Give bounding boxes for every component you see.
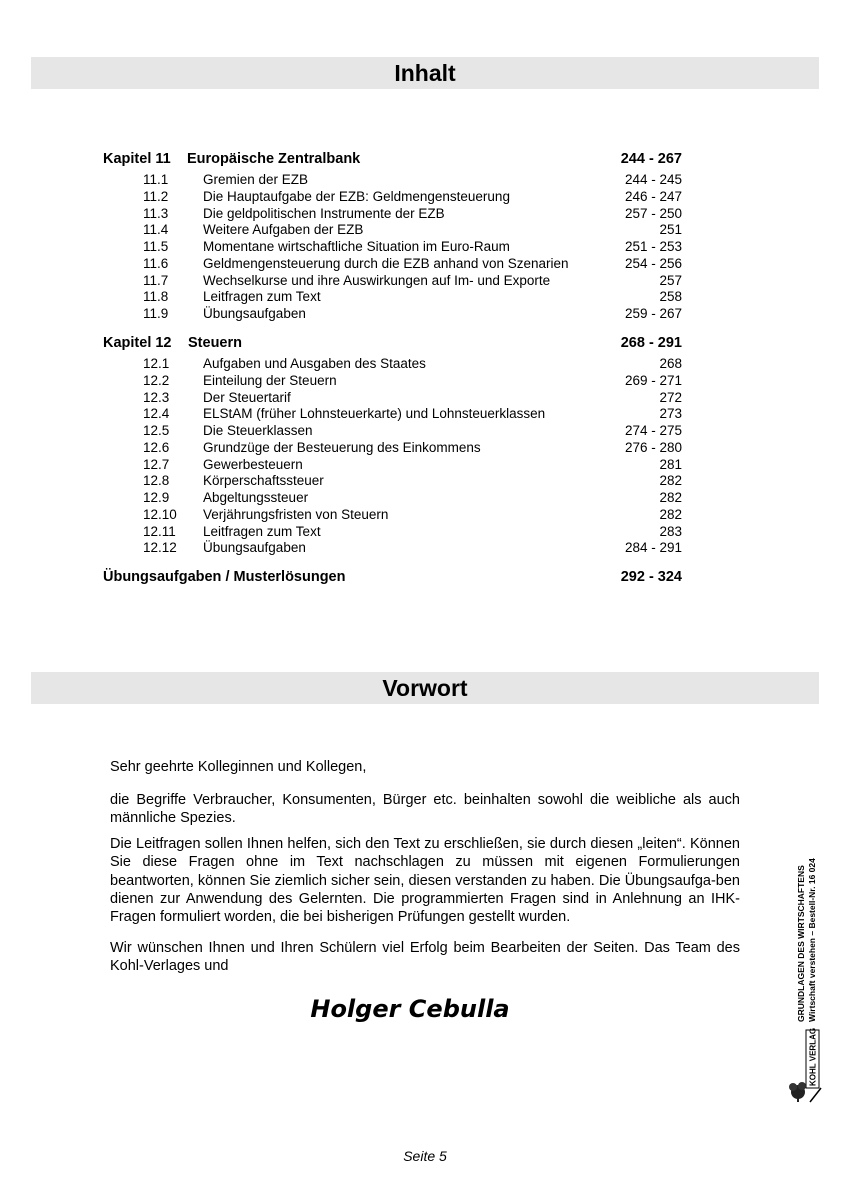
entry-num: 11.4 (143, 222, 169, 238)
entry-title: ELStAM (früher Lohnsteuerkarte) und Lohnsteuerklassen (203, 406, 546, 422)
entry-pages: 254 - 256 (624, 255, 682, 271)
entry-title: Weitere Aufgaben der EZB (203, 222, 364, 238)
entry-title: Übungsaufgaben (203, 306, 306, 321)
entry-title: Grundzüge der Besteuerung des Einkommens (203, 439, 481, 455)
entry-title: Die geldpolitischen Instrumente der EZB (203, 205, 445, 221)
entry-title: Der Steuertarif (203, 389, 291, 405)
entry-title: Abgeltungssteuer (203, 490, 309, 505)
entry-num: 11.2 (143, 188, 169, 204)
chapter-pages: 244 - 267 (620, 151, 682, 167)
entry-title: Momentane wirtschaftliche Situation im Euro-Raum (203, 239, 510, 254)
preface-paragraph-2: Die Leitfragen sollen Ihnen helfen, sich den Text zu erschließen, sie durch diesen „leiten“. Können Sie diese Fragen ohne im Text nachschlagen zu müssen mit eigenen Formulierungen beantworten, können Sie ziemlich sicher sein, diesen verstanden zu haben. Die Übungsaufga-ben dienen zur Anwendung des Gelernten. Die programmierten Fragen sind in Anlehnung an IHK-Fragen formuliert worden, die bei bisherigen Prüfungen gestellt wurden. (110, 836, 740, 926)
chapter-title: Europäische Zentralbank (187, 151, 361, 167)
entry-num: 11.5 (143, 239, 169, 254)
entry-pages: 283 (659, 523, 682, 539)
entry-pages: 282 (659, 473, 682, 489)
entry-title: Leitfragen zum Text (203, 289, 321, 305)
entry-num: 11.3 (143, 205, 169, 221)
chapter-pages: 268 - 291 (620, 335, 682, 351)
side-line-2: Wirtschaft verstehen – Bestell-Nr. 16 024 (807, 858, 817, 1022)
entry-num: 12.12 (143, 540, 177, 556)
entry-pages: 281 (659, 456, 682, 472)
entry-num: 12.2 (143, 372, 170, 388)
page-number: Seite 5 (403, 1148, 447, 1164)
entry-title: Leitfragen zum Text (203, 523, 321, 539)
entry-pages: 282 (659, 506, 682, 522)
preface-paragraph-3: Wir wünschen Ihnen und Ihren Schülern viel Erfolg beim Bearbeiten der Seiten. Das Team des Kohl-Verlages und (110, 940, 740, 975)
entry-pages: 282 (659, 490, 682, 505)
toc-final-entry (103, 568, 682, 586)
entry-num: 12.3 (143, 389, 170, 405)
entry-title: Geldmengensteuerung durch die EZB anhand von Szenarien (203, 255, 569, 271)
entry-pages: 246 - 247 (624, 188, 682, 204)
entry-title: Aufgaben und Ausgaben des Staates (203, 356, 426, 371)
entry-num: 11.8 (143, 289, 169, 305)
entry-title: Einteilung der Steuern (203, 372, 337, 388)
entry-num: 11.7 (143, 272, 169, 288)
entry-num: 12.10 (143, 506, 177, 522)
entry-pages: 244 - 245 (624, 172, 682, 187)
entry-num: 12.4 (143, 406, 170, 422)
entry-num: 12.9 (143, 490, 170, 505)
entry-title: Die Hauptaufgabe der EZB: Geldmengensteuerung (203, 188, 510, 204)
entry-num: 12.11 (143, 523, 176, 539)
entry-num: 12.8 (143, 473, 170, 489)
entry-pages: 259 - 267 (624, 306, 682, 321)
chapter-title: Steuern (188, 335, 242, 351)
chapter-label: Kapitel 12 (103, 335, 172, 351)
entry-title: Gremien der EZB (203, 172, 309, 187)
entry-pages: 257 - 250 (624, 205, 682, 221)
entry-pages: 273 (659, 406, 682, 422)
entry-pages: 284 - 291 (624, 540, 682, 556)
entry-pages: 269 - 271 (624, 372, 682, 388)
kohl-verlag-logo-icon (788, 1028, 824, 1104)
signature: Holger Cebulla (310, 995, 510, 1023)
preface-greeting: Sehr geehrte Kolleginnen und Kollegen, (110, 759, 367, 775)
entry-pages: 274 - 275 (624, 423, 682, 438)
entry-num: 12.7 (143, 456, 170, 472)
entry-title: Verjährungsfristen von Steuern (203, 506, 389, 522)
side-publication-info (796, 832, 822, 1022)
entry-title: Übungsaufgaben (203, 540, 306, 556)
final-pages: 292 - 324 (620, 569, 682, 585)
entry-title: Gewerbesteuern (203, 456, 303, 472)
side-line-1: GRUNDLAGEN DES WIRTSCHAFTENS (796, 865, 806, 1022)
entry-pages: 251 - 253 (624, 239, 682, 254)
chapter-label: Kapitel 11 (103, 151, 171, 167)
entry-pages: 268 (659, 356, 682, 371)
entry-num: 12.1 (143, 356, 170, 371)
entry-pages: 258 (659, 289, 682, 305)
toc-heading: Inhalt (31, 57, 819, 89)
entry-num: 11.9 (143, 306, 169, 321)
preface-heading: Vorwort (31, 672, 819, 704)
publisher-logo (788, 1028, 824, 1104)
entry-pages: 257 (659, 272, 682, 288)
entry-pages: 272 (659, 389, 682, 405)
entry-num: 11.6 (143, 255, 169, 271)
logo-text: KOHL VERLAG (808, 1028, 818, 1086)
entry-num: 11.1 (143, 172, 169, 187)
entry-pages: 251 (659, 222, 682, 238)
preface-paragraph-1: die Begriffe Verbraucher, Konsumenten, Bürger etc. beinhalten sowohl die weibliche als auch männliche Spezies. (110, 792, 740, 827)
entry-title: Körperschaftssteuer (203, 473, 324, 489)
entry-title: Wechselkurse und ihre Auswirkungen auf Im- und Exporte (203, 272, 551, 288)
entry-title: Die Steuerklassen (203, 423, 313, 438)
final-title: Übungsaufgaben / Musterlösungen (103, 569, 346, 585)
entry-num: 12.5 (143, 423, 170, 438)
entry-pages: 276 - 280 (624, 439, 682, 455)
entry-num: 12.6 (143, 439, 170, 455)
